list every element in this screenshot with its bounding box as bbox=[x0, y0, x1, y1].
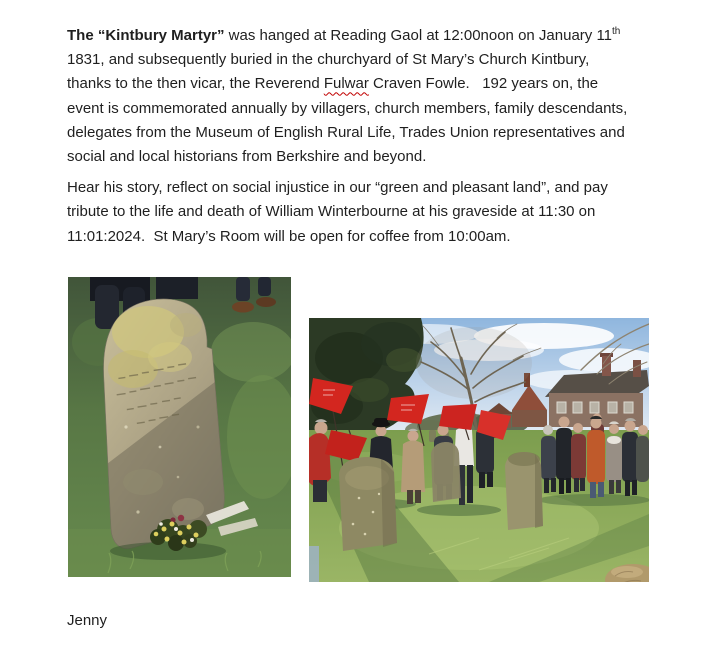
misspelled-word: Fulwar bbox=[323, 75, 369, 93]
ordinal-suffix: th bbox=[612, 26, 621, 37]
p1-line1 bbox=[67, 24, 627, 48]
p1-line6: social and local historians from Berkshire and beyond. bbox=[67, 147, 427, 165]
p1-line5: delegates from the Museum of English Rural Life, Trades Union representatives and bbox=[67, 123, 625, 141]
p1-bold-lead: The “Kintbury Martyr” bbox=[67, 27, 225, 44]
chimney bbox=[633, 360, 641, 377]
edge-figure bbox=[309, 546, 319, 582]
p1-line3-post: Craven Fowle. 192 years on, the bbox=[368, 75, 599, 93]
p1-line1-text: was hanged at Reading Gaol at 12:00noon on January 11 bbox=[224, 27, 613, 44]
stone-base-shadow bbox=[110, 542, 226, 560]
p2-line3: 11:01:2024. St Mary’s Room will be open for coffee from 10:00am. bbox=[67, 227, 511, 245]
p1-line3 bbox=[67, 72, 627, 96]
p1-line4: event is commemorated annually by villagers, church members, family descendants, bbox=[67, 99, 628, 117]
p1-line3-pre: thanks to the then vicar, the Reverend bbox=[67, 75, 324, 93]
p2-line1: Hear his story, reflect on social injustice in our “green and pleasant land”, and pay bbox=[67, 179, 608, 197]
gravestone-photo bbox=[68, 277, 291, 577]
paragraph-2 bbox=[67, 176, 627, 249]
p1-line2: 1831, and subsequently buried in the churchyard of St Mary’s Church Kintbury, bbox=[67, 51, 590, 69]
commemoration-photo bbox=[309, 318, 649, 582]
p2-line2: tribute to the life and death of William Winterbourne at his graveside at 11:30 on bbox=[67, 203, 596, 221]
shoe bbox=[232, 302, 254, 313]
shoe bbox=[256, 297, 276, 307]
rose bbox=[178, 515, 184, 521]
document-body bbox=[67, 24, 627, 249]
signature: Jenny bbox=[67, 612, 108, 629]
paragraph-1 bbox=[67, 24, 627, 169]
